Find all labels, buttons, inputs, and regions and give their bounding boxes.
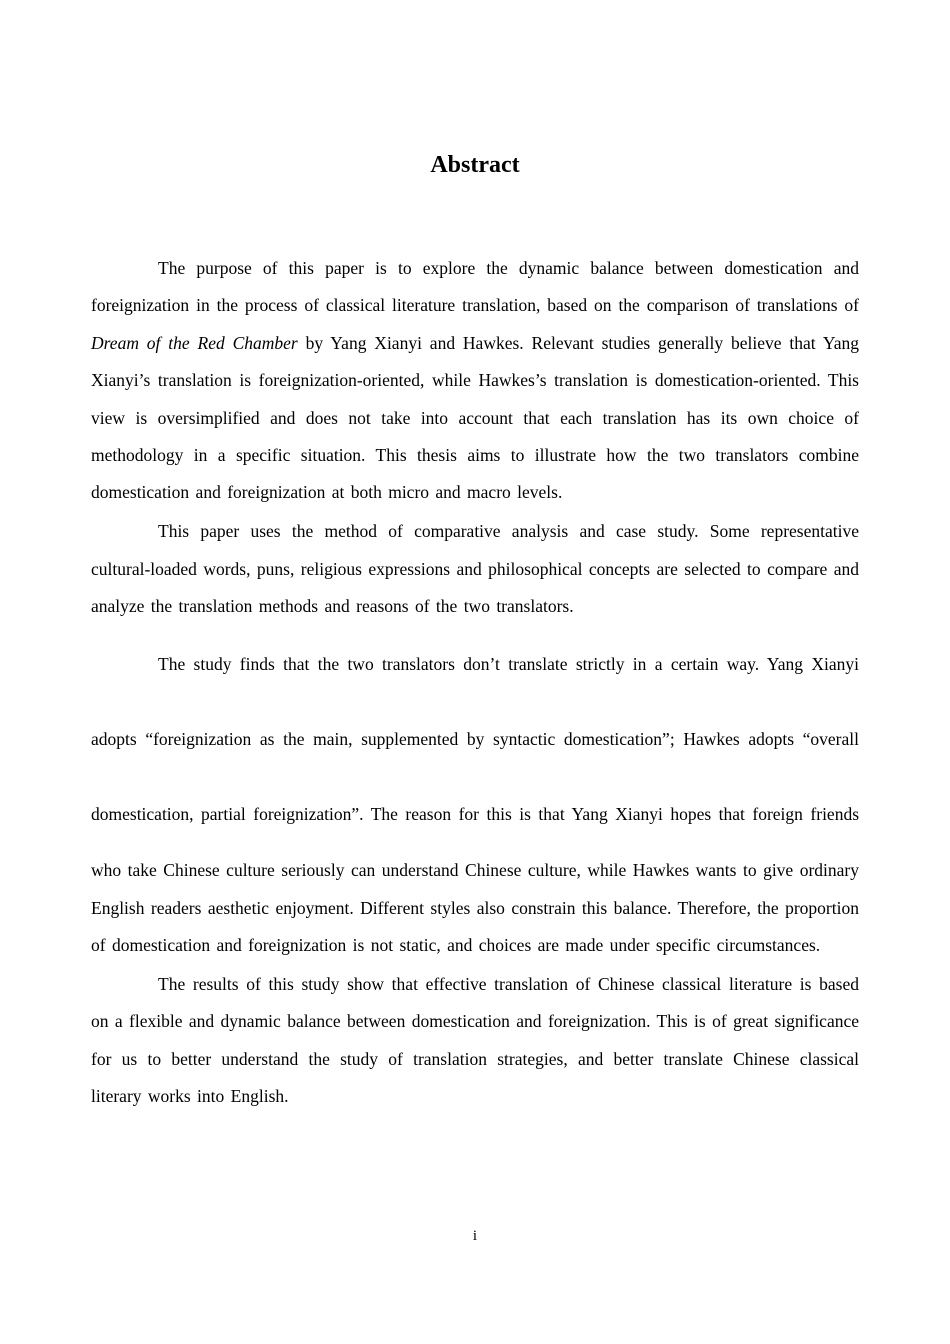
abstract-title: Abstract xyxy=(430,152,520,178)
book-title-italic: Dream of the Red Chamber xyxy=(91,332,298,353)
page-number: i xyxy=(472,1228,478,1244)
paragraph-3-line-1: The study finds that the two translators don’t translate strictly in a certain way. xyxy=(158,654,760,675)
paragraph-3-line-2: Yang Xianyi adopts “foreignization as the main, supplemented by syntactic domestication”; xyxy=(91,654,859,750)
paragraph-1-text-a: The purpose of this paper is to explore the dynamic balance between domestication and foreignization in the process of classical literature translation, based on the comparison of translations of xyxy=(91,258,859,316)
paragraph-1 xyxy=(91,250,859,512)
paragraph-2: This paper uses the method of comparative analysis and case study. Some representative cultural-loaded words, puns, religious expressions and philosophical concepts are selected to compare and analyze the translation methods and reasons of the two translators. xyxy=(91,521,859,617)
paragraph-3-line-3: Hawkes adopts “overall domestication, partial foreignization”. The reason for this is that xyxy=(91,729,860,825)
paragraph-1-text-b: by Yang Xianyi and Hawkes. Relevant studies generally believe that Yang Xianyi’s translation is foreignization-oriented, while Hawkes’s translation is domestication-oriented. This view is oversimplified and does not take into account that each translation has its own choice of methodology in a specific situation. This thesis aims to illustrate how the two translators combine domestication and foreignization at both micro and macro levels. xyxy=(91,332,859,503)
paragraph-3 xyxy=(91,627,859,964)
paragraph-3-rest: Yang Xianyi hopes that foreign friends who take Chinese culture seriously can understand Chinese culture, while Hawkes wants to give ordinary English readers aesthetic enjoyment. Different styles also constrain this balance. Therefore, the proportion of domestication and foreignization is not static, and choices are made under specific circumstances. xyxy=(91,804,860,956)
paragraph-4: The results of this study show that effective translation of Chinese classical literature is based on a flexible and dynamic balance between domestication and foreignization. This is of great significance for us to better understand the study of translation strategies, and better translate Chinese classical literary works into English. xyxy=(91,974,859,1107)
abstract-body xyxy=(91,250,859,1116)
